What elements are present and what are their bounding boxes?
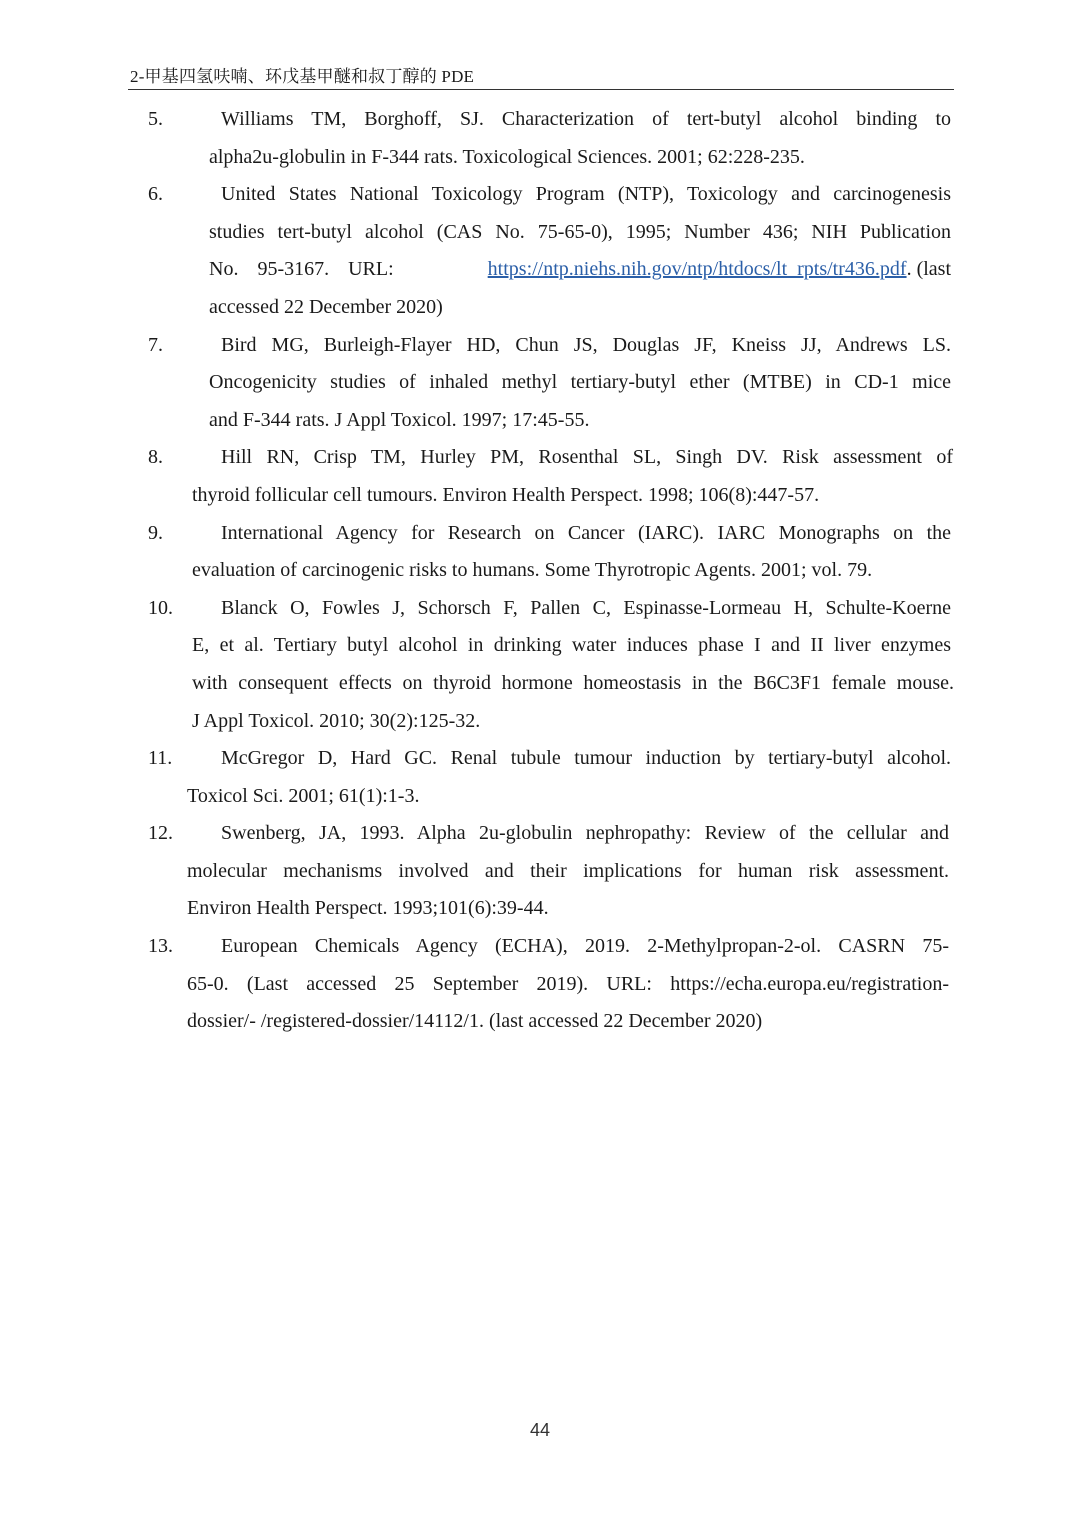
reference-line: 65-0. (Last accessed 25 September 2019). URL: https://echa.europa.eu/registration- xyxy=(187,972,949,995)
reference-line: McGregor D, Hard GC. Renal tubule tumour induction by tertiary-butyl alcohol. xyxy=(221,747,951,770)
reference-line: J Appl Toxicol. 2010; 30(2):125-32. xyxy=(192,709,481,732)
reference-item-9 xyxy=(0,515,1080,590)
reference-line: accessed 22 December 2020) xyxy=(209,295,443,318)
reference-line: International Agency for Research on Cancer (IARC). IARC Monographs on the xyxy=(221,521,951,544)
reference-list xyxy=(0,101,1080,1041)
reference-number: 12. xyxy=(148,822,173,845)
reference-line: Environ Health Perspect. 1993;101(6):39-44. xyxy=(187,897,549,920)
reference-line: thyroid follicular cell tumours. Environ Health Perspect. 1998; 106(8):447-57. xyxy=(192,483,820,506)
reference-line: alpha2u-globulin in F-344 rats. Toxicological Sciences. 2001; 62:228-235. xyxy=(209,145,805,168)
reference-item-8 xyxy=(0,439,1080,514)
reference-number: 9. xyxy=(148,521,163,544)
reference-item-13 xyxy=(0,928,1080,1041)
reference-line: E, et al. Tertiary butyl alcohol in drinking water induces phase I and II liver enzymes xyxy=(192,634,951,657)
header-divider xyxy=(128,89,954,90)
reference-number: 8. xyxy=(148,446,163,469)
reference-number: 13. xyxy=(148,935,173,958)
reference-number: 5. xyxy=(148,108,163,130)
reference-line: Blanck O, Fowles J, Schorsch F, Pallen C, Espinasse-Lormeau H, Schulte-Koerne xyxy=(221,596,951,619)
reference-line: Swenberg, JA, 1993. Alpha 2u-globulin nephropathy: Review of the cellular and xyxy=(221,822,949,845)
reference-item-7 xyxy=(0,327,1080,440)
reference-line: evaluation of carcinogenic risks to humans. Some Thyrotropic Agents. 2001; vol. 79. xyxy=(192,559,873,582)
reference-line: with consequent effects on thyroid hormone homeostasis in the B6C3F1 female mouse. xyxy=(192,671,954,694)
reference-line: Bird MG, Burleigh-Flayer HD, Chun JS, Douglas JF, Kneiss JJ, Andrews LS. xyxy=(221,333,951,356)
reference-line: and F-344 rats. J Appl Toxicol. 1997; 17:45-55. xyxy=(209,408,590,431)
reference-number: 7. xyxy=(148,333,163,356)
page-header-title: 2-甲基四氢呋喃、环戊基甲醚和叔丁醇的 PDE xyxy=(130,67,475,86)
reference-number: 10. xyxy=(148,596,173,619)
reference-item-11 xyxy=(0,740,1080,815)
reference-text: No. 95-3167. URL: xyxy=(209,258,394,281)
reference-text: . (last xyxy=(906,258,951,281)
reference-item-6 xyxy=(0,176,1080,326)
reference-item-12 xyxy=(0,815,1080,928)
reference-line: molecular mechanisms involved and their implications for human risk assessment. xyxy=(187,859,949,882)
reference-line: United States National Toxicology Program (NTP), Toxicology and carcinogenesis xyxy=(221,183,951,206)
reference-line: European Chemicals Agency (ECHA), 2019. 2-Methylpropan-2-ol. CASRN 75- xyxy=(221,935,949,958)
reference-line: Williams TM, Borghoff, SJ. Characterization of tert-butyl alcohol binding to xyxy=(221,108,951,130)
ntp-report-link[interactable]: https://ntp.niehs.nih.gov/ntp/htdocs/lt_rpts/tr436.pdf xyxy=(487,258,907,281)
reference-line: studies tert-butyl alcohol (CAS No. 75-65-0), 1995; Number 436; NIH Publication xyxy=(209,220,951,243)
reference-item-10 xyxy=(0,590,1080,740)
page-number: 44 xyxy=(529,1420,551,1440)
reference-line: Oncogenicity studies of inhaled methyl tertiary-butyl ether (MTBE) in CD-1 mice xyxy=(209,371,951,394)
reference-number: 6. xyxy=(148,183,163,206)
reference-item-5 xyxy=(0,101,1080,176)
reference-line-with-link xyxy=(209,251,951,289)
reference-line: Toxicol Sci. 2001; 61(1):1-3. xyxy=(187,784,420,807)
reference-number: 11. xyxy=(148,747,173,770)
reference-line: dossier/- /registered-dossier/14112/1. (last accessed 22 December 2020) xyxy=(187,1010,763,1033)
reference-line: Hill RN, Crisp TM, Hurley PM, Rosenthal SL, Singh DV. Risk assessment of xyxy=(221,446,953,469)
